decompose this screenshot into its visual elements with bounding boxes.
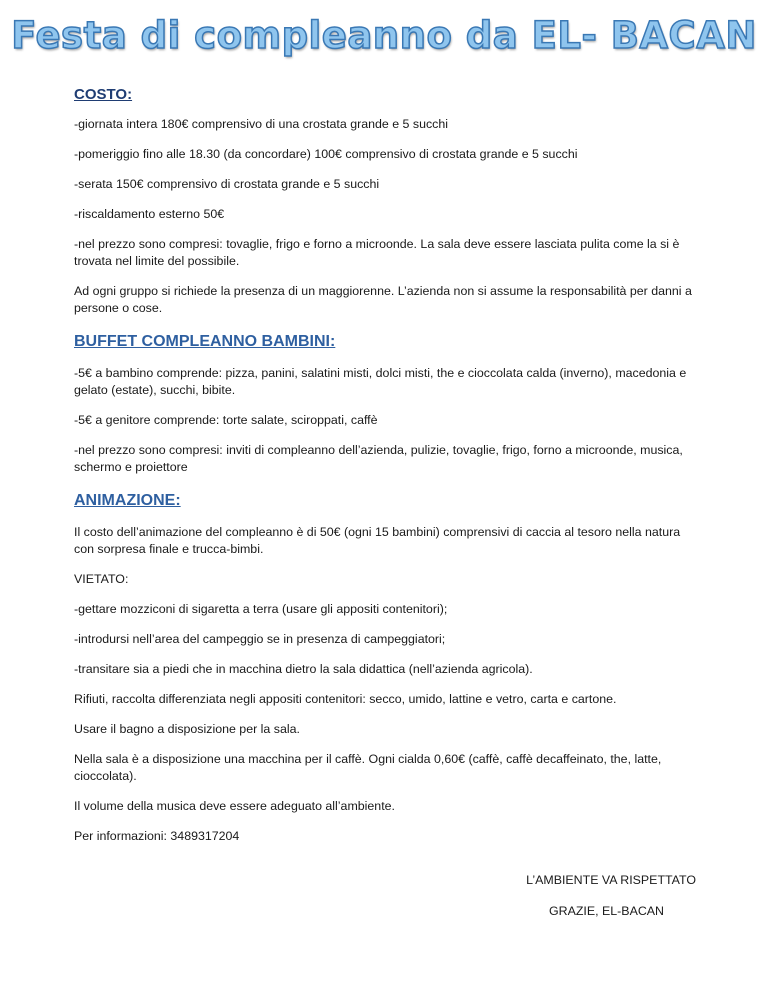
animazione-line: Usare il bagno a disposizione per la sala. [74,722,300,736]
costo-heading: COSTO: [74,86,133,103]
closing-note: L’AMBIENTE VA RISPETTATO [526,873,696,887]
buffet-heading: BUFFET COMPLEANNO BAMBINI: [74,333,336,350]
animazione-line: Il volume della musica deve essere adeguato all’ambiente. [74,799,395,813]
buffet-line: -5€ a genitore comprende: torte salate, sciroppati, caffè [74,413,378,427]
animazione-line: Il costo dell’animazione del compleanno è di 50€ (ogni 15 bambini) comprensivi di caccia al tesoro nella natura con sorpresa finale e trucca-bimbi. [74,525,681,556]
animazione-line: -introdursi nell’area del campeggio se in presenza di campeggiatori; [74,632,446,646]
animazione-line: -transitare sia a piedi che in macchina dietro la sala didattica (nell’azienda agricola). [74,662,533,676]
page-title: Festa di compleanno da EL- BACAN [11,14,757,57]
animazione-line: Rifiuti, raccolta differenziata negli appositi contenitori: secco, umido, lattine e vetro, carta e cartone. [74,692,617,706]
vietato-label: VIETATO: [74,572,129,586]
document-body [74,86,694,858]
animazione-line: -gettare mozziconi di sigaretta a terra (usare gli appositi contenitori); [74,602,448,616]
animazione-line: Nella sala è a disposizione una macchina per il caffè. Ogni cialda 0,60€ (caffè, caffè decaffeinato, the, latte, cioccolata). [74,752,662,783]
contact-info: Per informazioni: 3489317204 [74,829,240,843]
costo-line: Ad ogni gruppo si richiede la presenza di un maggiorenne. L’azienda non si assume la responsabilità per danni a persone o cose. [74,284,692,315]
costo-line: -giornata intera 180€ comprensivo di una crostata grande e 5 succhi [74,117,449,131]
buffet-line: -nel prezzo sono compresi: inviti di compleanno dell’azienda, pulizie, tovaglie, frigo, forno a microonde, musica, schermo e proiettore [74,443,683,474]
costo-line: -riscaldamento esterno 50€ [74,207,225,221]
costo-line: -serata 150€ comprensivo di crostata grande e 5 succhi [74,177,380,191]
costo-line: -nel prezzo sono compresi: tovaglie, frigo e forno a microonde. La sala deve essere lasciata pulita come la si è trovata nel limite del possibile. [74,237,680,268]
buffet-line: -5€ a bambino comprende: pizza, panini, salatini misti, dolci misti, the e cioccolata calda (inverno), macedonia e gelato (estate), succhi, bibite. [74,366,687,397]
animazione-heading: ANIMAZIONE: [74,492,181,509]
costo-line: -pomeriggio fino alle 18.30 (da concordare) 100€ comprensivo di crostata grande e 5 succhi [74,147,578,161]
closing-signature: GRAZIE, EL-BACAN [549,904,664,918]
